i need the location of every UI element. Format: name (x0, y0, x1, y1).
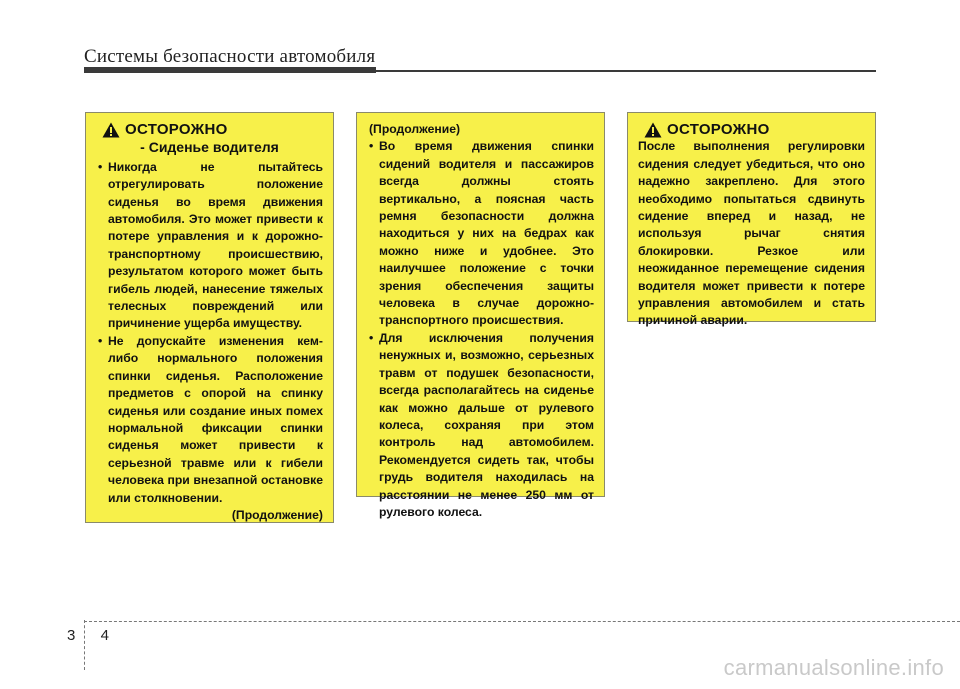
header-rule-thin (376, 70, 876, 72)
page-number-value: 4 (100, 627, 109, 644)
section-title: Системы безопасности автомобиля (84, 46, 376, 67)
caution-label: ОСТОРОЖНО (667, 121, 770, 138)
bullet-item: • Для исключения получения ненужных и, возможно, серьезных травм от подушек безопасности, всегда располагайтесь на сиденье как можно дальше от рулевого колеса, сохраняя при этом контроль над автомобилем. Рекомендуется сидеть так, чтобы грудь водителя находилась на расстоянии не менее 250 мм от рулевого колеса. (367, 330, 594, 521)
warning-triangle-icon (644, 122, 662, 138)
caution-text: После выполнения регулировки сидения следует убедиться, что оно надежно закреплено. Для этого необходимо попытаться сдвинуть сидение вперед и назад, не используя рычаг снятия блокировки. Резкое или неожиданное перемещение сидения водителя может привести к потере управления автомобилем и стать причиной аварии. (638, 139, 865, 328)
header-rule-thick (84, 67, 376, 73)
caution-bullet-list (96, 159, 323, 507)
page-number (67, 627, 109, 644)
page-section-number: 3 (67, 627, 76, 644)
caution-heading (638, 121, 865, 138)
footer-divider (84, 621, 960, 622)
caution-box-seat-lock (627, 112, 876, 328)
bullet-item: • Никогда не пытайтесь отрегулировать положение сиденья во время движения автомобиля. Это может привести к потере управления и к дорожно-транспортному происшествию, результатом которого может быть гибель людей, нанесение тяжелых телесных повреждений или причинение ущерба имуществу. (96, 159, 323, 333)
bullet-item: • Не допускайте изменения кем-либо нормального положения спинки сиденья. Расположение предметов с опорой на спинку сиденья или создание иных помех нормальной фиксации спинки сиденья может привести к серьезной травме или к гибели человека при внезапной остановке или столкновении. (96, 333, 323, 507)
caution-label: ОСТОРОЖНО (125, 121, 228, 138)
bullet-item: • Во время движения спинки сидений водителя и пассажиров всегда должны стоять вертикально, а поясная часть ремня безопасности должна находиться у них на бедрах как можно ниже и удобнее. Это наилучшее положение с точки зрения обеспечения защиты человека в случае дорожно-транспортного происшествия. (367, 138, 594, 329)
caution-box-driver-seat (85, 112, 334, 523)
caution-heading (96, 121, 323, 138)
continued-label: (Продолжение) (369, 122, 461, 136)
caution-bullet-list (367, 138, 594, 521)
caution-box-continued (356, 112, 605, 519)
watermark-text: carmanualsonline.info (723, 655, 944, 680)
continued-label: (Продолжение) (231, 507, 323, 522)
warning-triangle-icon (102, 122, 120, 138)
caution-subtitle: - Сиденье водителя (140, 139, 279, 156)
